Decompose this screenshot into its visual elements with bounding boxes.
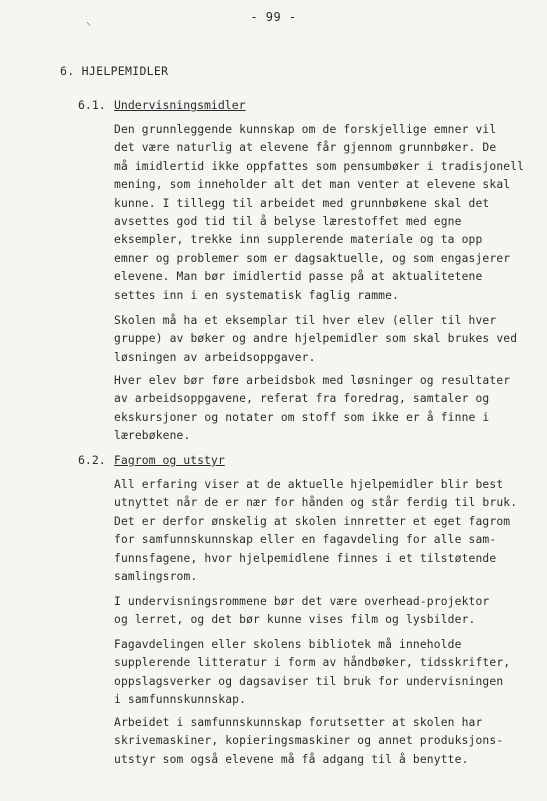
- chapter-heading: 6. HJELPEMIDLER: [60, 64, 169, 78]
- paragraph: Fagavdelingen eller skolens bibliotek må inneholde supplerende litteratur i form av håndbøker, tidsskrifter, oppslagsverker og dagsaviser til bruk for undervisningen i samfunnskunnskap.: [114, 638, 511, 707]
- paragraph: Den grunnleggende kunnskap om de forskjellige emner vil det være naturlig at elevene får gjennom grunnbøker. De må imidlertid ikke oppfattes som pensumbøker i tradisjonell mening, som inneholder alt det man venter at elevene skal kunne. I tillegg til arbeidet med grunnbøkene skal det avsettes god tid til å belyse lærestoffet med egne eksempler, trekke inn supplerende materiale og ta opp emner og problemer som er dagsaktuelle, og som engasjerer elevene. Man bør imidlertid passe på at aktualitetene settes inn i en systematisk faglig ramme.: [114, 123, 525, 302]
- section-heading-6-2: [78, 453, 225, 467]
- section-title: Fagrom og utstyr: [114, 453, 225, 467]
- section-number: 6.2.: [78, 453, 106, 467]
- section-title: Undervisningsmidler: [114, 98, 246, 112]
- paragraph: Skolen må ha et eksemplar til hver elev (eller til hver gruppe) av bøker og andre hjelpemidler som skal brukes ved løsningen av arbeidsoppgaver.: [114, 314, 518, 364]
- paragraph: All erfaring viser at de aktuelle hjelpemidler blir best utnyttet når de er nær for hånden og står ferdig til bruk. Det er derfor ønskelig at skolen innretter et eget fagrom for samfunnskunnskap eller en fagavdeling for alle sam- funnsfagene, hvor hjelpemidlene finnes i et tilstøtende samlingsrom.: [114, 478, 518, 584]
- paragraph: Arbeidet i samfunnskunnskap forutsetter at skolen har skrivemaskiner, kopieringsmaskiner og annet produksjons- utstyr som også elevene må få adgang til å benytte.: [114, 716, 504, 766]
- section-number: 6.1.: [78, 98, 106, 112]
- page-number: - 99 -: [250, 10, 297, 24]
- paragraph: I undervisningsrommene bør det være overhead-projektor og lerret, og det bør kunne vises film og lysbilder.: [114, 595, 490, 627]
- ink-mark: ⸌: [86, 21, 91, 32]
- paragraph: Hver elev bør føre arbeidsbok med løsninger og resultater av arbeidsoppgavene, referat fra foredrag, samtaler og ekskursjoner og notater om stoff som ikke er å finne i lærebøkene.: [114, 374, 511, 443]
- section-heading-6-1: [78, 98, 246, 112]
